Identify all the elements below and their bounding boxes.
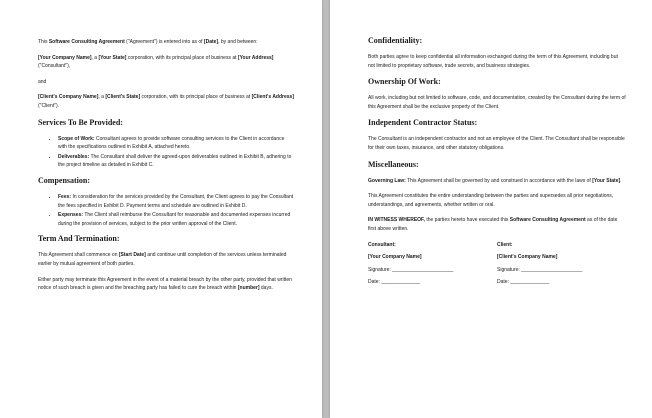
client-signature-column [497,241,626,291]
list-item: • Expenses: The Client shall reimburse the Consultant for reasonable and documented expenses incurred during the provision of services, subject to the prior written approval of the Client. [58,211,294,228]
miscellaneous-heading: Miscellaneous: [368,159,419,169]
witness-paragraph: IN WITNESS WHEREOF, the parties hereto have executed this Software Consulting Agreement as of the date first above written. [368,217,618,232]
list-item: • Deliverables: The Consultant shall deliver the agreed-upon deliverables outlined in Exhibit B, adhering to the project timeline as detailed in Exhibit C. [58,153,294,170]
client-name: [Client's Company Name] [497,254,558,261]
client-party-paragraph: [Client's Company Name], a [Client's State] corporation, with its principal place of business at [Client's Address] ("Client"). [38,94,294,109]
services-list [38,135,294,170]
ownership-paragraph: All work, including but not limited to software, code, and documentation, created by the Consultant during the term of this Agreement shall be the exclusive property of the Client. [368,95,626,110]
document-page-2 [330,0,652,418]
list-item: • Scope of Work: Consultant agrees to provide software consulting services to the Client in accordance with the specifications outlined in Exhibit A, attached hereto. [58,135,294,152]
consultant-party-paragraph: [Your Company Name], a [Your State] corporation, with its principal place of business at [Your Address] ("Consultant"), [38,54,274,70]
consultant-date-line: Date: ______________ [368,279,421,286]
contractor-paragraph: The Consultant is an independent contractor and not an employee of the Client. The Consultant shall be responsible for their own taxes, insurance, and other statutory obligations. [368,136,625,151]
signature-block [368,241,626,291]
services-heading: Services To Be Provided: [38,117,123,127]
document-page-1 [0,0,322,418]
client-title: Client: [497,241,513,248]
client-signature-line: Signature: ______________________ [497,266,583,273]
confidentiality-heading: Confidentiality: [368,36,423,45]
term-paragraph-1: This Agreement shall commence on [Start Date] and continue until completion of the services unless terminated earlier by mutual agreement of both parties. [38,252,287,267]
entire-agreement-paragraph: This Agreement constitutes the entire understanding between the parties and supersedes all prior negotiations, understandings, and agreements, whether written or oral. [368,193,614,208]
term-paragraph-2: Either party may terminate this Agreement in the event of a material breach by the other party, provided that written notice of such breach is given and the breaching party has failed to cure the breach within [number] days. [38,276,292,292]
client-date-line: Date: ______________ [497,279,550,286]
consultant-title: Consultant: [368,241,396,248]
compensation-list [38,193,294,228]
confidentiality-paragraph: Both parties agree to keep confidential all information exchanged during the term of this Agreement, including but not limited to proprietary software, trade secrets, and business strategies. [368,54,618,69]
contractor-heading: Independent Contractor Status: [368,118,478,128]
consultant-signature-line: Signature: ______________________ [368,266,454,273]
governing-law-paragraph: Governing Law: This Agreement shall be governed by and construed in accordance with the laws of [Your State]. [368,177,622,184]
consultant-signature-column [368,241,497,291]
ownership-heading: Ownership Of Work: [368,77,441,87]
list-item: • Fees: In consideration for the services provided by the Consultant, the Client agrees to pay the Consultant the fees specified in Exhibit D. Payment terms and schedule are outlined in Exhibit D. [58,193,294,210]
term-heading: Term And Termination: [38,234,120,244]
and-text: and [38,78,47,85]
consultant-name: [Your Company Name] [368,254,422,261]
compensation-heading: Compensation: [38,175,91,185]
intro-paragraph: This Software Consulting Agreement ("Agreement") is entered into as of [Date], by and between: [38,39,258,45]
